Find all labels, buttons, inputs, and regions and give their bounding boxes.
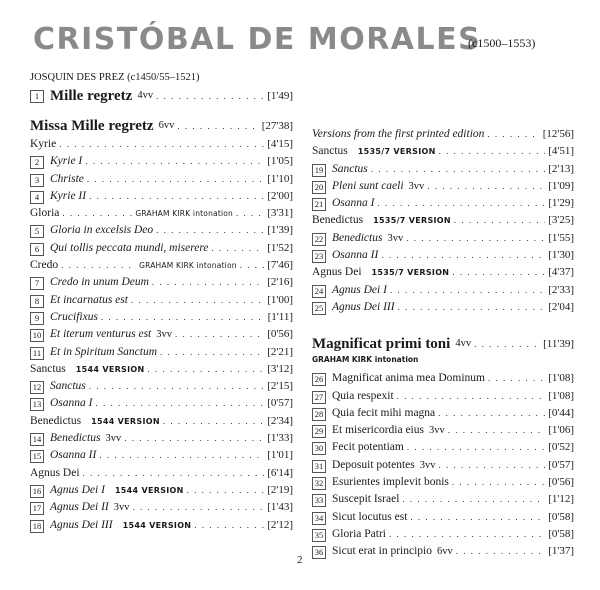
track-duration: [0'44] xyxy=(548,406,574,419)
track-duration: [2'16] xyxy=(267,276,293,289)
right-column xyxy=(312,126,574,561)
track-row[interactable] xyxy=(312,405,574,422)
track-title: Quia fecit mihi magna xyxy=(332,406,436,419)
track-title: Fecit potentiam xyxy=(332,441,404,454)
track-title: Esurientes implevit bonis xyxy=(332,476,449,489)
track-number: 16 xyxy=(30,485,44,498)
movement-heading: Kyrie . . . [4'15] xyxy=(30,136,293,153)
track-duration: [0'52] xyxy=(548,441,574,454)
track-title: Benedictus xyxy=(332,231,383,244)
track-title: Magnificat anima mea Dominum xyxy=(332,372,485,385)
track-duration: [0'56] xyxy=(267,328,293,341)
track-number: 13 xyxy=(30,398,44,411)
track-duration: [1'06] xyxy=(548,424,574,437)
track-number: 10 xyxy=(30,329,44,342)
track-number: 1 xyxy=(30,90,44,103)
track-row[interactable] xyxy=(30,309,293,326)
track-row[interactable]: 22 Benedictus 3vv . . . [1'55] xyxy=(312,230,574,247)
track-number: 14 xyxy=(30,433,44,446)
track-title: Kyrie I xyxy=(50,155,83,168)
track-row[interactable]: 29 Et misericordia eius 3vv . . . [1'06] xyxy=(312,422,574,439)
track-number: 12 xyxy=(30,381,44,394)
track-duration: [1'05] xyxy=(267,155,293,168)
track-number: 6 xyxy=(30,243,44,256)
work-heading xyxy=(30,116,293,136)
track-number: 18 xyxy=(30,520,44,533)
track-title: Osanna II xyxy=(332,249,379,262)
track-number: 9 xyxy=(30,312,44,325)
track-number: 29 xyxy=(312,425,326,438)
track-title: Gloria Patri xyxy=(332,527,386,540)
track-duration: [1'08] xyxy=(548,372,574,385)
track-row[interactable]: 14 Benedictus 3vv . . . [1'33] xyxy=(30,430,293,447)
track-title: Sanctus xyxy=(332,162,368,175)
track-duration: [1'33] xyxy=(267,432,293,445)
movement-heading: Sanctus 1535/7 VERSION . . . [4'51] xyxy=(312,143,574,160)
track-row[interactable] xyxy=(30,344,293,361)
leader-dots xyxy=(156,86,264,106)
track-row[interactable] xyxy=(30,222,293,239)
section-heading: Versions from the first printed edition . . . [12'56] xyxy=(312,126,574,143)
track-row[interactable] xyxy=(312,282,574,299)
movement-heading: Agnus Dei . . . [6'14] xyxy=(30,465,293,482)
movement-heading: Benedictus 1535/7 VERSION . . . [3'25] xyxy=(312,212,574,229)
track-number: 36 xyxy=(312,546,326,559)
track-number: 20 xyxy=(312,181,326,194)
track-row[interactable] xyxy=(30,86,293,106)
track-duration: [2'19] xyxy=(267,483,293,496)
track-number: 17 xyxy=(30,502,44,515)
track-number: 5 xyxy=(30,225,44,238)
track-duration: [1'08] xyxy=(548,389,574,402)
track-title: Agnus Dei II xyxy=(50,501,109,514)
track-number: 34 xyxy=(312,512,326,525)
track-duration: [1'00] xyxy=(267,293,293,306)
page-title: CRISTÓBAL DE MORALES xyxy=(33,22,482,57)
track-row[interactable]: 10 Et iterum venturus est 3vv . . . [0'56] xyxy=(30,326,293,343)
movement-heading: Gloria . . . GRAHAM KIRK intonation . . . [3'31] xyxy=(30,205,293,222)
track-duration: [1'01] xyxy=(267,449,293,462)
track-title: Et misericordia eius xyxy=(332,424,424,437)
track-number: 22 xyxy=(312,233,326,246)
track-duration: [2'04] xyxy=(548,300,574,313)
track-row[interactable] xyxy=(312,161,574,178)
track-title: Sanctus xyxy=(50,380,86,393)
track-duration: [1'09] xyxy=(548,179,574,192)
composer-credit: JOSQUIN DES PREZ (c1450/55–1521) xyxy=(30,72,200,83)
track-row[interactable] xyxy=(312,491,574,508)
track-duration: [2'12] xyxy=(267,518,293,531)
track-duration: [1'30] xyxy=(548,249,574,262)
track-duration: [2'33] xyxy=(548,283,574,296)
work-heading: Magnificat primi toni 4vv . . . [11'39] xyxy=(312,334,574,354)
track-row[interactable]: 17 Agnus Dei II 3vv . . . [1'43] xyxy=(30,499,293,516)
track-row[interactable] xyxy=(312,526,574,543)
track-row[interactable]: 31 Deposuit potentes 3vv . . . [0'57] xyxy=(312,457,574,474)
track-title: Crucifixus xyxy=(50,310,98,323)
track-duration: [1'52] xyxy=(267,241,293,254)
track-number: 11 xyxy=(30,347,44,360)
track-duration: [1'11] xyxy=(267,310,293,323)
track-row[interactable] xyxy=(30,447,293,464)
track-number: 31 xyxy=(312,460,326,473)
movement-heading: Benedictus 1544 VERSION . . . [2'34] xyxy=(30,413,293,430)
track-duration: [2'00] xyxy=(267,189,293,202)
track-duration: [1'55] xyxy=(548,231,574,244)
track-title: Credo in unum Deum xyxy=(50,276,149,289)
left-column xyxy=(30,70,293,534)
track-title: Deposuit potentes xyxy=(332,458,415,471)
track-row[interactable] xyxy=(312,509,574,526)
track-title: Sicut locutus est xyxy=(332,510,408,523)
track-number: 19 xyxy=(312,164,326,177)
track-duration: [2'21] xyxy=(267,345,293,358)
track-duration: [2'13] xyxy=(548,162,574,175)
track-duration: [2'15] xyxy=(267,380,293,393)
track-number: 24 xyxy=(312,285,326,298)
track-duration: [1'49] xyxy=(267,90,293,102)
work-duration: [11'39] xyxy=(543,338,574,351)
intonation-credit: GRAHAM KIRK intonation xyxy=(312,355,419,365)
track-duration: [0'58] xyxy=(548,527,574,540)
track-row[interactable] xyxy=(312,388,574,405)
track-number: 15 xyxy=(30,450,44,463)
voices: 6vv xyxy=(158,120,175,131)
track-row[interactable] xyxy=(30,292,293,309)
track-number: 32 xyxy=(312,477,326,490)
track-title: Osanna I xyxy=(50,397,93,410)
leader-dots xyxy=(177,116,258,136)
track-number: 26 xyxy=(312,373,326,386)
track-number: 25 xyxy=(312,302,326,315)
track-number: 8 xyxy=(30,295,44,308)
track-title: Pleni sunt caeli xyxy=(332,179,404,192)
track-row[interactable] xyxy=(30,395,293,412)
work-title: Missa Mille regretz xyxy=(30,118,154,134)
track-row[interactable] xyxy=(30,188,293,205)
track-row[interactable] xyxy=(30,171,293,188)
track-row[interactable] xyxy=(30,153,293,170)
track-number: 3 xyxy=(30,174,44,187)
track-title: Suscepit Israel xyxy=(332,493,400,506)
track-title: Kyrie II xyxy=(50,189,87,202)
track-row[interactable] xyxy=(312,474,574,491)
track-duration: [1'43] xyxy=(267,501,293,514)
track-duration: [1'10] xyxy=(267,172,293,185)
track-row[interactable] xyxy=(312,299,574,316)
track-duration: [1'29] xyxy=(548,197,574,210)
track-row[interactable] xyxy=(30,274,293,291)
track-row[interactable] xyxy=(30,378,293,395)
track-title: Sicut erat in principio xyxy=(332,545,432,558)
track-number: 35 xyxy=(312,529,326,542)
track-number: 27 xyxy=(312,391,326,404)
track-row[interactable]: 20 Pleni sunt caeli 3vv . . . [1'09] xyxy=(312,178,574,195)
track-row[interactable] xyxy=(30,240,293,257)
track-number: 21 xyxy=(312,198,326,211)
work-title: Magnificat primi toni xyxy=(312,336,451,353)
track-number: 7 xyxy=(30,277,44,290)
track-number: 30 xyxy=(312,442,326,455)
track-title: Quia respexit xyxy=(332,389,394,402)
track-row[interactable]: 18 Agnus Dei III 1544 VERSION . . . [2'12] xyxy=(30,517,293,534)
track-title: Agnus Dei III xyxy=(332,300,395,313)
track-title: Et iterum venturus est xyxy=(50,328,152,341)
track-row[interactable] xyxy=(312,439,574,456)
track-row[interactable]: 16 Agnus Dei I 1544 VERSION . . . [2'19] xyxy=(30,482,293,499)
movement-heading: Agnus Dei 1535/7 VERSION . . . [4'37] xyxy=(312,264,574,281)
track-number: 33 xyxy=(312,494,326,507)
track-duration: [0'57] xyxy=(267,397,293,410)
track-title: Et in Spiritum Sanctum xyxy=(50,345,158,358)
track-row[interactable] xyxy=(312,370,574,387)
track-title: Agnus Dei III xyxy=(50,518,113,531)
track-title: Osanna II xyxy=(50,449,97,462)
track-number: 4 xyxy=(30,191,44,204)
track-duration: [1'12] xyxy=(548,493,574,506)
track-title: Qui tollis peccata mundi, miserere xyxy=(50,241,209,254)
track-duration: [0'58] xyxy=(548,510,574,523)
track-title: Gloria in excelsis Deo xyxy=(50,224,154,237)
track-title: Mille regretz xyxy=(50,88,133,104)
page-number: 2 xyxy=(297,554,303,566)
track-title: Benedictus xyxy=(50,432,101,445)
track-row[interactable]: 36 Sicut erat in principio 6vv . . . [1'37] xyxy=(312,543,574,560)
composer-dates: (c1500–1553) xyxy=(468,36,536,50)
track-number: 28 xyxy=(312,408,326,421)
track-duration: [1'37] xyxy=(548,545,574,558)
track-row[interactable] xyxy=(312,195,574,212)
track-title: Et incarnatus est xyxy=(50,293,128,306)
track-number: 2 xyxy=(30,156,44,169)
track-title: Agnus Dei I xyxy=(50,483,105,496)
voices: 4vv xyxy=(137,90,154,101)
track-title: Agnus Dei I xyxy=(332,283,387,296)
movement-heading: Sanctus 1544 VERSION . . . [3'12] xyxy=(30,361,293,378)
movement-heading: Credo . . . GRAHAM KIRK intonation . . . [7'46] xyxy=(30,257,293,274)
work-duration: [27'38] xyxy=(261,120,293,132)
track-row[interactable] xyxy=(312,247,574,264)
track-title: Christe xyxy=(50,172,84,185)
track-duration: [1'39] xyxy=(267,224,293,237)
track-number: 23 xyxy=(312,250,326,263)
track-title: Osanna I xyxy=(332,197,375,210)
track-duration: [0'57] xyxy=(548,458,574,471)
track-duration: [0'56] xyxy=(548,476,574,489)
